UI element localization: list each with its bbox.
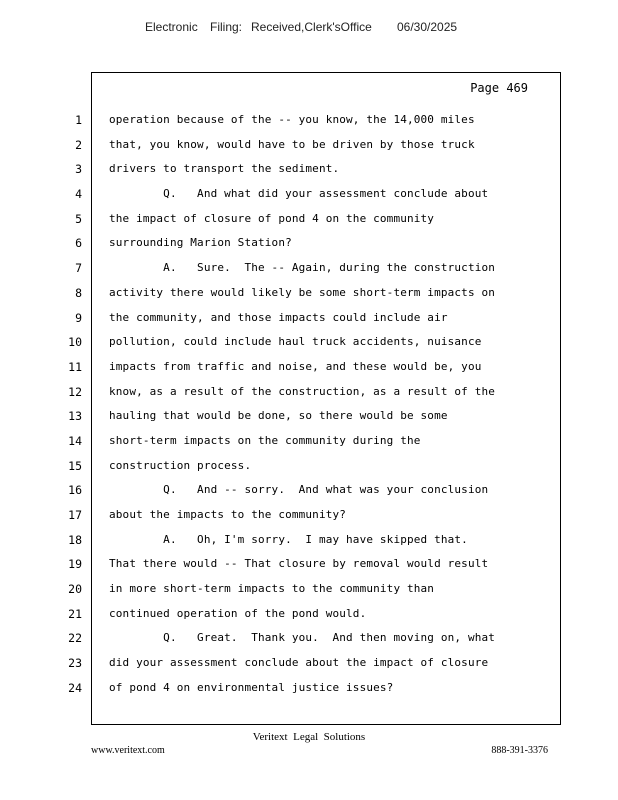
footer-company: Veritext Legal Solutions (252, 731, 366, 743)
line-number: 9 (75, 310, 82, 325)
transcript-line (0, 626, 618, 651)
line-text: drivers to transport the sediment. (109, 162, 340, 176)
footer-website: www.veritext.com (91, 745, 165, 756)
line-number: 13 (68, 409, 82, 424)
line-text: That there would -- That closure by removal would result (109, 557, 489, 571)
line-number: 16 (68, 483, 82, 498)
line-number: 22 (68, 631, 82, 646)
transcript-line (0, 651, 618, 676)
line-text: that, you know, would have to be driven by those truck (109, 137, 475, 151)
line-text: about the impacts to the community? (109, 508, 347, 521)
footer-phone: 888-391-3376 (491, 745, 548, 756)
header-date: 06/30/2025 (397, 20, 458, 34)
transcript-line (0, 231, 618, 256)
line-number: 11 (68, 359, 82, 374)
transcript-line (0, 429, 618, 454)
page-number: Page 469 (470, 81, 528, 95)
line-text: of pond 4 on environmental justice issues? (109, 680, 394, 694)
header-electronic: Electronic (145, 20, 198, 34)
header-filing: Filing: (210, 20, 243, 34)
line-text: the community, and those impacts could include air (109, 310, 448, 324)
line-text: continued operation of the pond would. (109, 606, 367, 620)
line-number: 18 (68, 532, 82, 547)
transcript-line (0, 157, 618, 182)
line-number: 5 (75, 211, 82, 226)
transcript-lines (0, 108, 618, 701)
line-number: 24 (68, 680, 82, 695)
line-number: 21 (68, 606, 82, 621)
transcript-line (0, 528, 618, 553)
transcript-line (0, 552, 618, 577)
transcript-line (0, 207, 618, 232)
line-text: construction process. (109, 458, 252, 472)
line-text: Q. And -- sorry. And what was your conclusion (109, 483, 489, 497)
line-number: 3 (75, 162, 82, 177)
transcript-line (0, 380, 618, 405)
line-number: 1 (75, 113, 82, 127)
line-number: 14 (68, 433, 82, 448)
transcript-line (0, 133, 618, 158)
transcript-line (0, 676, 618, 701)
line-text: know, as a result of the construction, as a result of the (109, 384, 496, 398)
line-number: 10 (68, 335, 82, 350)
line-number: 15 (68, 458, 82, 473)
header-received: Received,Clerk'sOffice (251, 20, 372, 34)
line-text: surrounding Marion Station? (109, 236, 292, 250)
line-number: 8 (75, 285, 82, 300)
line-number: 17 (68, 508, 82, 522)
transcript-line (0, 281, 618, 306)
line-number: 12 (68, 384, 82, 399)
transcript-line (0, 478, 618, 503)
line-text: in more short-term impacts to the community than (109, 582, 435, 596)
line-number: 19 (68, 557, 82, 572)
transcript-line (0, 404, 618, 429)
line-text: A. Sure. The -- Again, during the construction (109, 261, 496, 275)
line-text: Q. Great. Thank you. And then moving on, what (109, 631, 496, 645)
transcript-line (0, 330, 618, 355)
transcript-line (0, 577, 618, 602)
line-number: 7 (75, 261, 82, 276)
line-text: impacts from traffic and noise, and these would be, you (109, 359, 482, 373)
line-number: 6 (75, 236, 82, 251)
line-text: activity there would likely be some short-term impacts on (109, 285, 496, 299)
transcript-line (0, 503, 618, 528)
transcript-line (0, 108, 618, 133)
line-number: 23 (68, 656, 82, 671)
transcript-line (0, 182, 618, 207)
line-text: short-term impacts on the community during the (109, 433, 421, 447)
transcript-line (0, 454, 618, 479)
transcript-line (0, 306, 618, 331)
line-text: operation because of the -- you know, the 14,000 miles (109, 113, 475, 126)
line-number: 20 (68, 582, 82, 597)
line-text: Q. And what did your assessment conclude about (109, 187, 489, 201)
line-text: the impact of closure of pond 4 on the community (109, 211, 435, 225)
transcript-line (0, 602, 618, 627)
line-number: 2 (75, 137, 82, 152)
line-text: hauling that would be done, so there would be some (109, 409, 448, 423)
line-number: 4 (75, 187, 82, 202)
line-text: did your assessment conclude about the impact of closure (109, 656, 489, 670)
line-text: A. Oh, I'm sorry. I may have skipped that. (109, 532, 468, 546)
line-text: pollution, could include haul truck accidents, nuisance (109, 335, 482, 349)
transcript-line (0, 355, 618, 380)
transcript-line (0, 256, 618, 281)
